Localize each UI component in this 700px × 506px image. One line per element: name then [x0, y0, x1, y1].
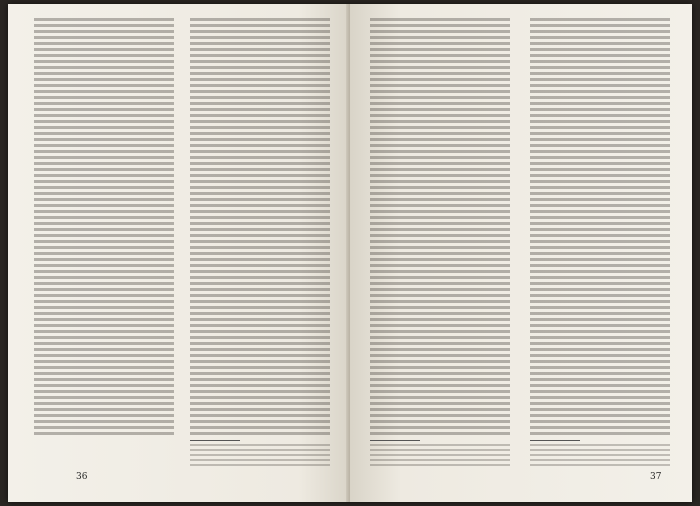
right-page-number: 37: [650, 472, 662, 482]
left-column-2: [190, 18, 330, 438]
book-spread: [8, 4, 692, 502]
left-footnote-rule: [190, 440, 240, 441]
left-page-number: 36: [76, 472, 88, 482]
right-footnotes-lines-1: [370, 444, 510, 466]
right-column-2: [530, 18, 670, 438]
left-column-1: [34, 18, 174, 438]
right-column-1: [370, 18, 510, 438]
right-footnote-rule-2: [530, 440, 580, 441]
right-footnotes: [530, 444, 670, 468]
right-footnote-rule-1: [370, 440, 420, 441]
right-page: [350, 4, 692, 502]
left-page: [8, 4, 350, 502]
left-footnotes: [190, 444, 330, 468]
